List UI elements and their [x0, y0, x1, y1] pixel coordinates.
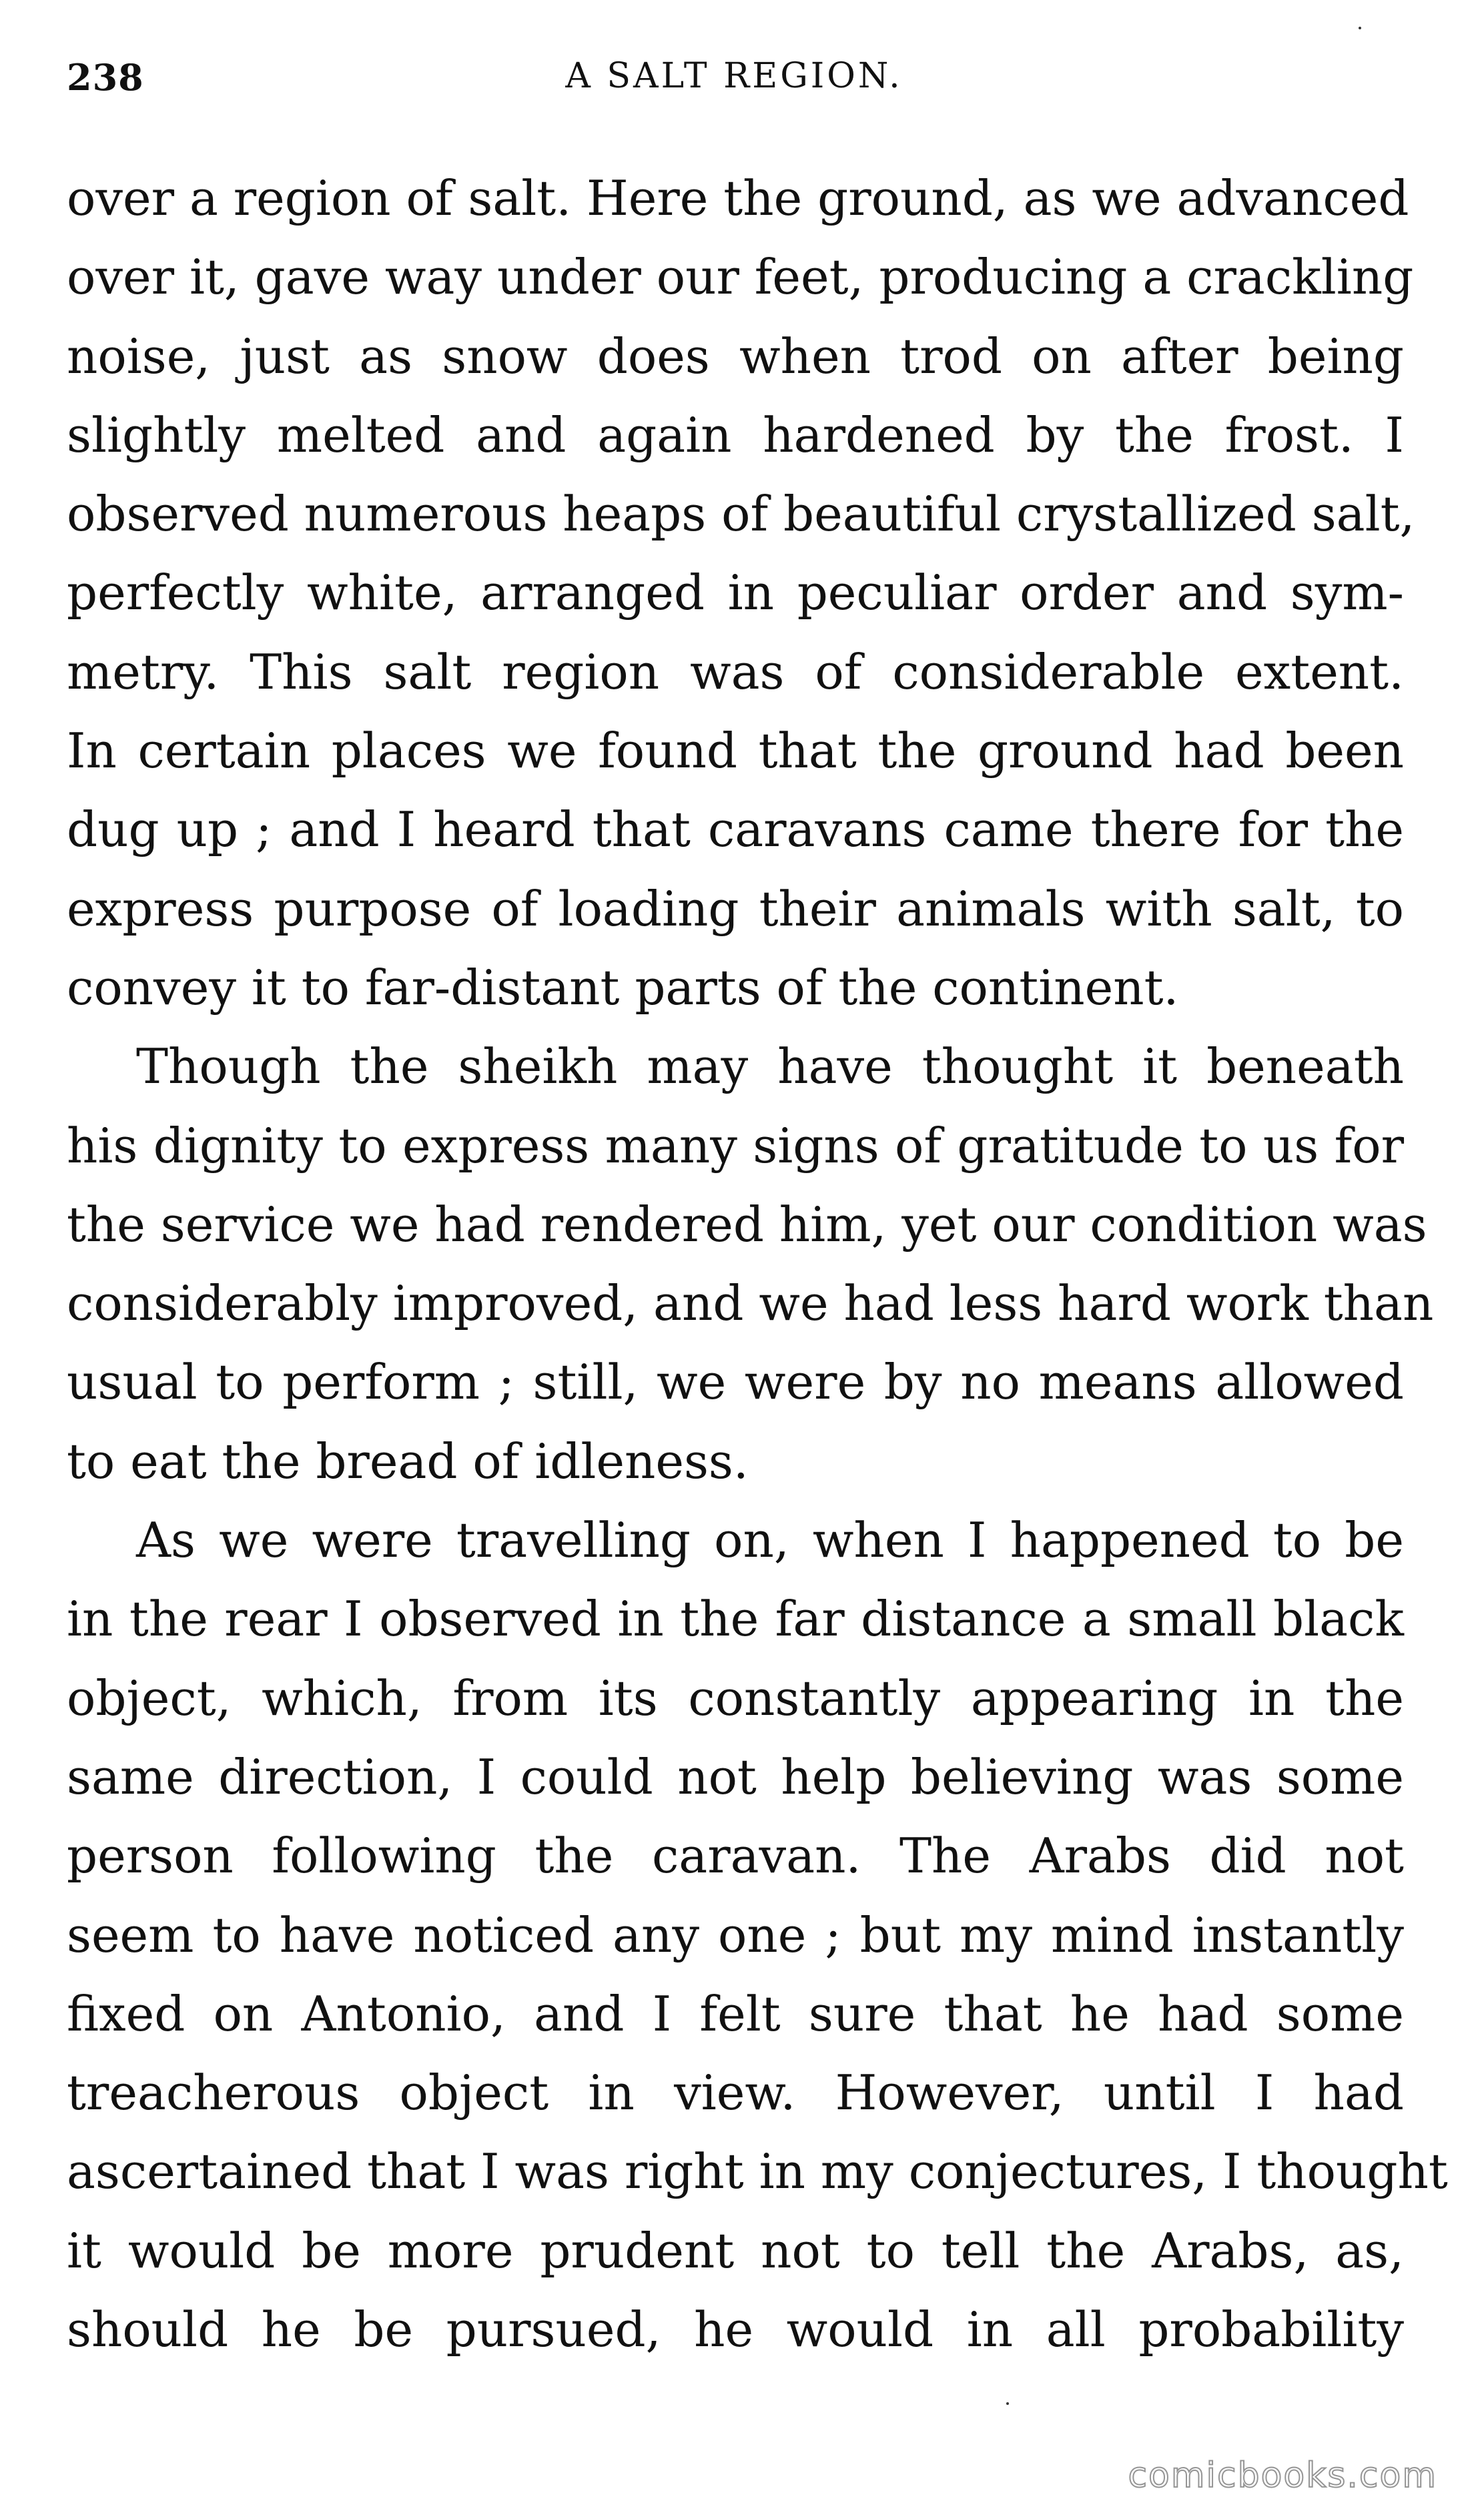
page-header: [67, 56, 1401, 109]
text-line: seem to have noticed any one ; but my mind instantly: [67, 1906, 1404, 1963]
text-line: treacherous object in view. However, until I had: [67, 2065, 1404, 2121]
running-head: A SALT REGION.: [565, 56, 903, 96]
text-line: same direction, I could not help believing was some: [67, 1748, 1404, 1805]
text-line: express purpose of loading their animals with salt, to: [67, 880, 1404, 937]
text-line: metry. This salt region was of considerable extent.: [67, 643, 1404, 700]
print-speck: [1006, 2402, 1009, 2405]
paragraph-start-line: As we were travelling on, when I happened to be: [136, 1512, 1404, 1569]
text-line: fixed on Antonio, and I felt sure that he had some: [67, 1985, 1404, 2042]
text-line: it would be more prudent not to tell the Arabs, as,: [67, 2222, 1404, 2279]
text-line: his dignity to express many signs of gratitude to us for: [67, 1117, 1404, 1174]
paragraph-start-line: Though the sheikh may have thought it beneath: [136, 1038, 1404, 1095]
watermark: comicbooks.com: [1128, 2456, 1437, 2496]
text-line: usual to perform ; still, we were by no means allowed: [67, 1354, 1404, 1411]
text-line: ascertained that I was right in my conjectures, I thought: [67, 2143, 1448, 2200]
print-speck: [1359, 27, 1361, 29]
text-line: dug up ; and I heard that caravans came there for the: [67, 801, 1404, 858]
page-number: 238: [67, 56, 144, 99]
text-line: considerably improved, and we had less hard work than: [67, 1275, 1434, 1332]
text-line: slightly melted and again hardened by the frost. I: [67, 406, 1404, 463]
text-line: noise, just as snow does when trod on after being: [67, 328, 1404, 384]
text-line: should he be pursued, he would in all probability: [67, 2301, 1404, 2358]
text-line: observed numerous heaps of beautiful crystallized salt,: [67, 486, 1415, 543]
text-line: object, which, from its constantly appearing in the: [67, 1670, 1404, 1726]
body-text: [67, 159, 1448, 2369]
text-line: In certain places we found that the ground had been: [67, 723, 1404, 779]
text-line: the service we had rendered him, yet our condition was: [67, 1196, 1427, 1252]
text-line: over a region of salt. Here the ground, as we advanced: [67, 170, 1409, 226]
text-line: in the rear I observed in the far distance a small black: [67, 1591, 1404, 1648]
text-line: person following the caravan. The Arabs did not: [67, 1828, 1404, 1884]
text-line: convey it to far-distant parts of the continent.: [67, 959, 1179, 1016]
text-line: over it, gave way under our feet, producing a crackling: [67, 249, 1414, 306]
text-line: perfectly white, arranged in peculiar order and sym-: [67, 565, 1404, 621]
text-line: to eat the bread of idleness.: [67, 1433, 749, 1489]
